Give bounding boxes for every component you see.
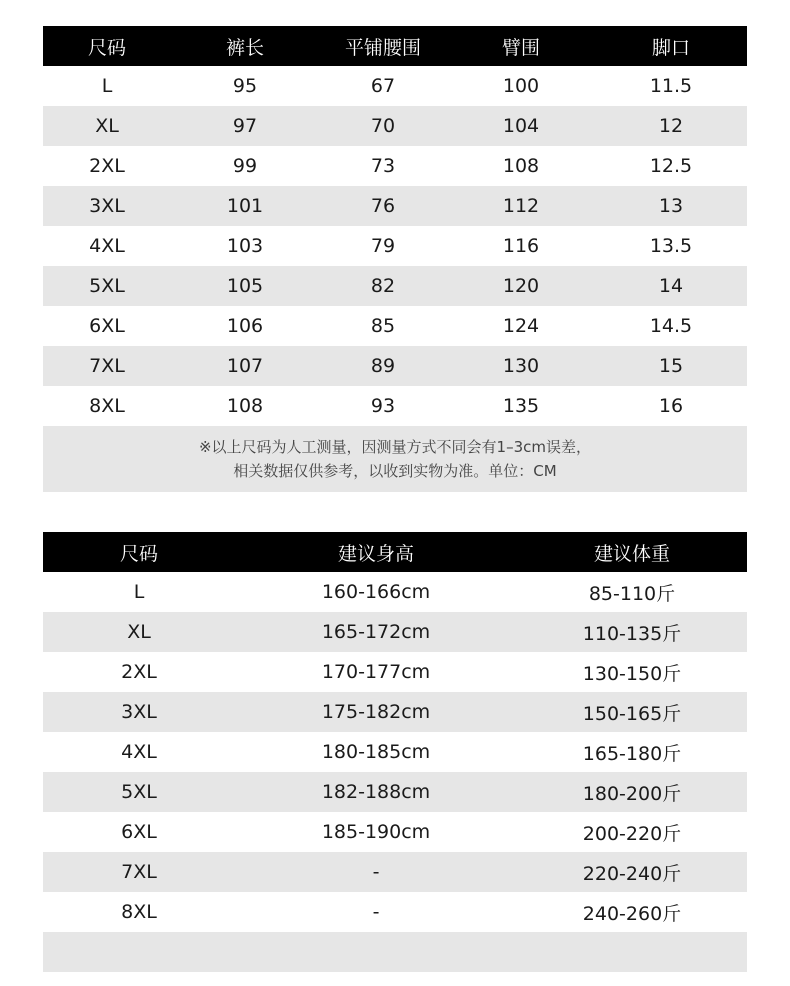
table-row [43, 346, 747, 386]
table-cell: 110-135斤 [582, 622, 682, 645]
table-cell: 82 [370, 275, 396, 297]
table-cell: 200-220斤 [582, 822, 682, 845]
header-size: 尺码 [119, 542, 158, 565]
table-cell: 180-185cm [321, 741, 431, 763]
table-row [43, 692, 747, 732]
table-row [43, 386, 747, 426]
table-cell: 6XL [121, 821, 157, 843]
table-cell: XL [95, 115, 119, 137]
table-cell: 108 [502, 155, 540, 177]
table-cell: 100 [502, 75, 540, 97]
table-row [43, 66, 747, 106]
table-cell: 4XL [89, 235, 125, 257]
table-cell: 73 [370, 155, 396, 177]
table-cell: 124 [502, 315, 540, 337]
table-cell: 89 [370, 355, 396, 377]
size-measurement-table [43, 26, 747, 492]
table-cell: 7XL [89, 355, 125, 377]
header-weight: 建议体重 [593, 542, 670, 565]
table-cell: 130 [502, 355, 540, 377]
table-cell: 165-172cm [321, 621, 431, 643]
table-cell: 150-165斤 [582, 702, 682, 725]
table-cell: 8XL [121, 901, 157, 923]
table-cell: 160-166cm [321, 581, 431, 603]
note-line-2: 相关数据仅供参考，以收到实物为准。单位：CM [233, 462, 557, 480]
table-cell: 8XL [89, 395, 125, 417]
table-cell: 12.5 [649, 155, 693, 177]
table-cell: L [101, 75, 113, 97]
table-cell: 135 [502, 395, 540, 417]
table-cell: 3XL [121, 701, 157, 723]
table-row [43, 226, 747, 266]
table-cell: 6XL [89, 315, 125, 337]
header-waist: 平铺腰围 [344, 36, 421, 59]
table-cell: 240-260斤 [582, 902, 682, 925]
table-cell: - [372, 901, 380, 923]
header-leg-opening: 脚口 [651, 36, 690, 59]
table-row [43, 652, 747, 692]
table-cell: 99 [232, 155, 258, 177]
table-cell: 106 [226, 315, 264, 337]
table-cell: 7XL [121, 861, 157, 883]
table-cell: 107 [226, 355, 264, 377]
table-cell: 112 [502, 195, 540, 217]
table-cell: 185-190cm [321, 821, 431, 843]
table-cell: 103 [226, 235, 264, 257]
table-cell: 220-240斤 [582, 862, 682, 885]
table-row [43, 732, 747, 772]
table-header [43, 532, 747, 572]
table-cell: 93 [370, 395, 396, 417]
table-cell: 105 [226, 275, 264, 297]
measurement-note [43, 426, 747, 492]
table-row [43, 852, 747, 892]
table-row [43, 186, 747, 226]
table-cell: 3XL [89, 195, 125, 217]
table-row [43, 612, 747, 652]
table-cell: 130-150斤 [582, 662, 682, 685]
table-cell: 14.5 [649, 315, 693, 337]
table-cell: 180-200斤 [582, 782, 682, 805]
table-cell: 13.5 [649, 235, 693, 257]
table-row [43, 572, 747, 612]
table-cell: 11.5 [649, 75, 693, 97]
table-cell: 101 [226, 195, 264, 217]
size-recommendation-table [43, 532, 747, 972]
header-hip: 臂围 [501, 36, 540, 59]
table-row [43, 306, 747, 346]
table-cell: 95 [232, 75, 258, 97]
table-cell: 79 [370, 235, 396, 257]
table-cell: 104 [502, 115, 540, 137]
table-row [43, 812, 747, 852]
table-cell: - [372, 861, 380, 883]
table-cell: XL [127, 621, 151, 643]
table-cell: 2XL [121, 661, 157, 683]
table-header [43, 26, 747, 66]
table-cell: 116 [502, 235, 540, 257]
header-height: 建议身高 [337, 542, 414, 565]
table-cell: 120 [502, 275, 540, 297]
table-row [43, 146, 747, 186]
table-cell: 108 [226, 395, 264, 417]
table-cell: 5XL [89, 275, 125, 297]
table-row [43, 106, 747, 146]
table-cell: 85 [370, 315, 396, 337]
table-cell: 12 [658, 115, 684, 137]
header-size: 尺码 [87, 36, 126, 59]
table-cell: 13 [658, 195, 684, 217]
table-cell: L [133, 581, 145, 603]
table-cell: 175-182cm [321, 701, 431, 723]
table-row [43, 772, 747, 812]
table-cell: 16 [658, 395, 684, 417]
table-cell: 165-180斤 [582, 742, 682, 765]
table-cell: 85-110斤 [588, 582, 676, 605]
table-cell: 15 [658, 355, 684, 377]
table-cell: 67 [370, 75, 396, 97]
table-row [43, 266, 747, 306]
table-cell: 70 [370, 115, 396, 137]
table-cell: 182-188cm [321, 781, 431, 803]
header-pants-length: 裤长 [225, 36, 264, 59]
table-cell: 5XL [121, 781, 157, 803]
table-cell: 2XL [89, 155, 125, 177]
table-cell: 97 [232, 115, 258, 137]
table-row [43, 892, 747, 932]
table-footer-band [43, 932, 747, 972]
table-cell: 170-177cm [321, 661, 431, 683]
table-cell: 4XL [121, 741, 157, 763]
table-cell: 14 [658, 275, 684, 297]
table-cell: 76 [370, 195, 396, 217]
note-line-1: ※以上尺码为人工测量，因测量方式不同会有1–3cm误差， [198, 438, 592, 456]
